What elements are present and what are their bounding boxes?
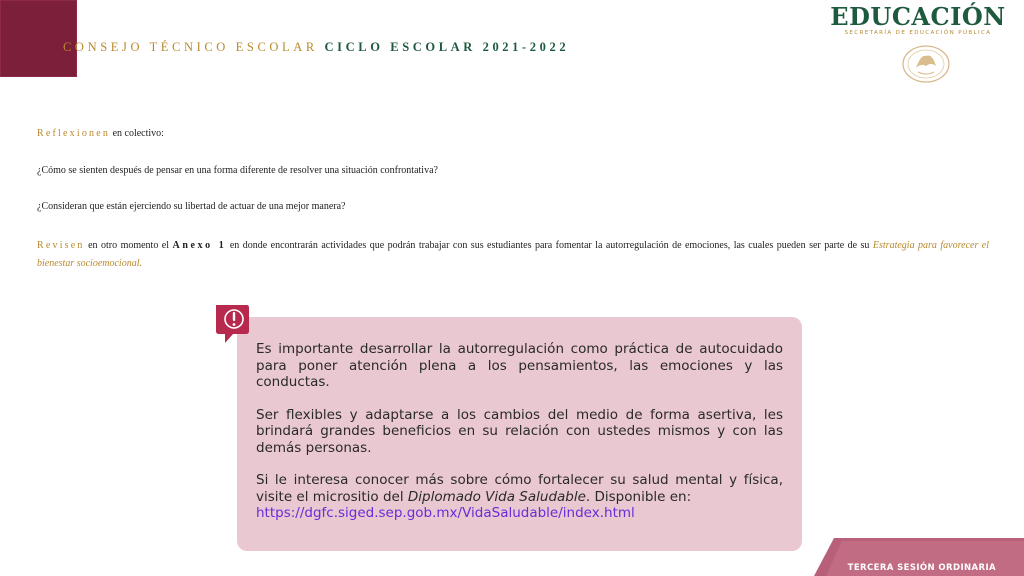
exclamation-icon — [213, 303, 251, 345]
question-1: ¿Cómo se sienten después de pensar en una forma diferente de resolver una situación confrontativa? — [37, 165, 438, 176]
revisen-text-1: en otro momento el — [84, 240, 173, 251]
session-label: TERCERA SESIÓN ORDINARIA — [847, 563, 996, 573]
important-note — [237, 317, 802, 551]
logo-subtitle: SECRETARÍA DE EDUCACIÓN PÚBLICA — [844, 30, 992, 36]
note-paragraph-3 — [256, 472, 783, 522]
title-council: CONSEJO TÉCNICO ESCOLAR — [63, 40, 318, 54]
page-title — [63, 40, 569, 55]
revisen-paragraph — [37, 237, 989, 273]
note-paragraph-2: Ser flexibles y adaptarse a los cambios del medio de forma asertiva, les brindará grandes beneficios en su relación con ustedes mismos y con las demás personas. — [256, 406, 783, 456]
revisen-end: . — [139, 258, 142, 269]
reflexionen-line — [37, 128, 164, 139]
note-p3-end: . Disponible en: — [585, 488, 692, 505]
sep-logo — [818, 2, 1018, 36]
question-2: ¿Consideran que están ejerciendo su libertad de actuar de una mejor manera? — [37, 201, 346, 212]
coat-of-arms-icon — [901, 44, 951, 84]
corner-decoration — [0, 0, 77, 77]
note-paragraph-1: Es importante desarrollar la autorregulación como práctica de autocuidado para poner atención plena a los pensamientos, las emociones y las conductas. — [256, 341, 783, 390]
logo-name: EDUCACIÓN — [830, 2, 1006, 31]
reflexionen-text: en colectivo: — [110, 128, 164, 139]
revisen-label: Revisen — [37, 240, 85, 251]
revisen-text-2: en donde encontrarán actividades que podrán trabajar con sus estudiantes para fomentar la autorregulación de emociones, las cuales pueden ser parte de su — [226, 240, 873, 251]
note-p3-start: Si le interesa conocer más sobre cómo fortalecer su salud mental y física, visite el micrositio del — [256, 472, 783, 505]
anexo-label: Anexo 1 — [172, 240, 227, 251]
microsite-link[interactable]: https://dgfc.siged.sep.gob.mx/VidaSaludable/index.html — [256, 505, 635, 521]
diploma-title: Diplomado Vida Saludable — [407, 488, 586, 505]
strategy-title: Estrategia para favorecer el bienestar socioemocional — [37, 240, 990, 269]
reflexionen-label: Reflexionen — [37, 128, 111, 139]
title-school-year: CICLO ESCOLAR 2021-2022 — [324, 40, 570, 54]
